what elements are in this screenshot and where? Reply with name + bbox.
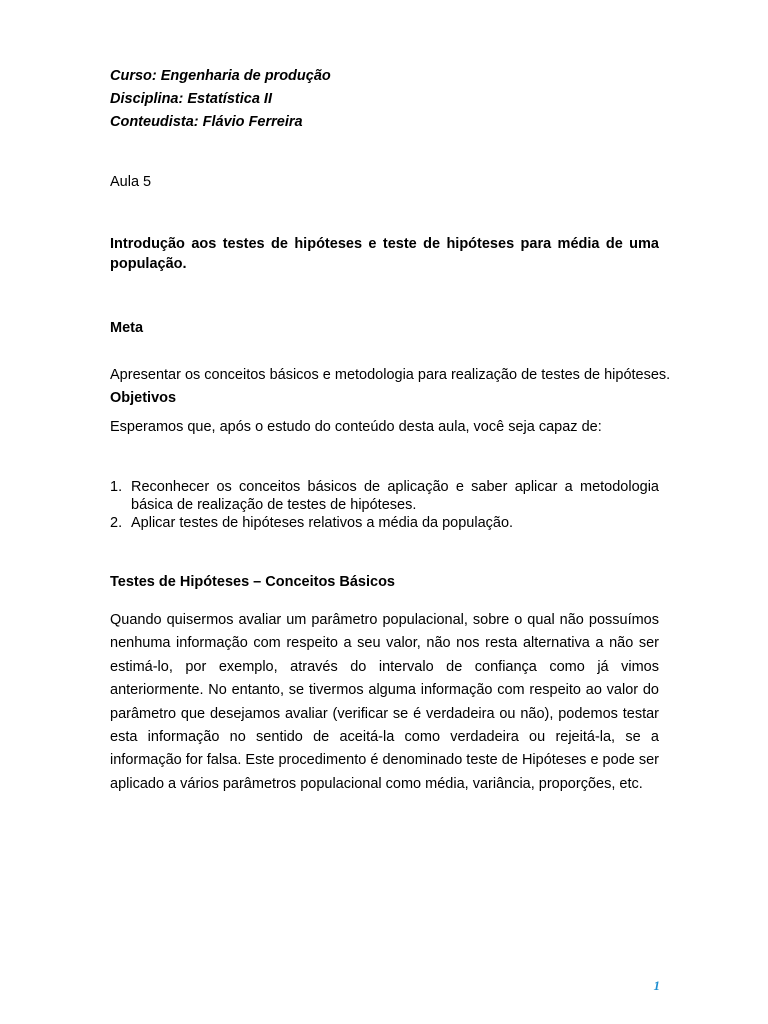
discipline-name: Disciplina: Estatística II (110, 91, 272, 107)
lesson-title: Introdução aos testes de hipóteses e teste de hipóteses para média de uma população. (110, 236, 659, 272)
section-paragraph: Quando quisermos avaliar um parâmetro populacional, sobre o qual não possuímos nenhuma informação com respeito a seu valor, não nos resta alternativa a não ser estimá-lo, por exemplo, através do intervalo de confiança como já vimos anteriormente. No entanto, se tivermos alguma informação com respeito ao valor do parâmetro que desejamos avaliar (verificar se é verdadeira ou não), podemos testar esta informação no sentido de aceitá-la como verdadeira ou rejeitá-la, se a informação for falsa. Este procedimento é denominado teste de Hipóteses e pode ser aplicado a vários parâmetros populacional como média, variância, proporções, etc. (110, 612, 659, 792)
objectives-list (110, 478, 659, 532)
meta-heading: Meta (110, 320, 144, 336)
list-item (110, 478, 659, 514)
list-item-text: Aplicar testes de hipóteses relativos a média da população. (131, 515, 514, 531)
course-name: Curso: Engenharia de produção (110, 68, 331, 84)
page-number: 1 (653, 978, 660, 993)
list-item-number: 1. (110, 479, 123, 495)
author-name: Conteudista: Flávio Ferreira (110, 114, 303, 130)
section-heading: Testes de Hipóteses – Conceitos Básicos (110, 574, 396, 590)
objectives-heading: Objetivos (110, 390, 177, 406)
list-item-text: Reconhecer os conceitos básicos de aplicação e saber aplicar a metodologia básica de realização de testes de hipóteses. (131, 479, 659, 513)
objectives-intro: Esperamos que, após o estudo do conteúdo desta aula, você seja capaz de: (110, 419, 602, 435)
lesson-label: Aula 5 (110, 174, 152, 190)
meta-text: Apresentar os conceitos básicos e metodologia para realização de testes de hipóteses. (110, 367, 671, 383)
course-header (110, 65, 659, 134)
list-item-number: 2. (110, 515, 123, 531)
list-item (110, 514, 659, 532)
